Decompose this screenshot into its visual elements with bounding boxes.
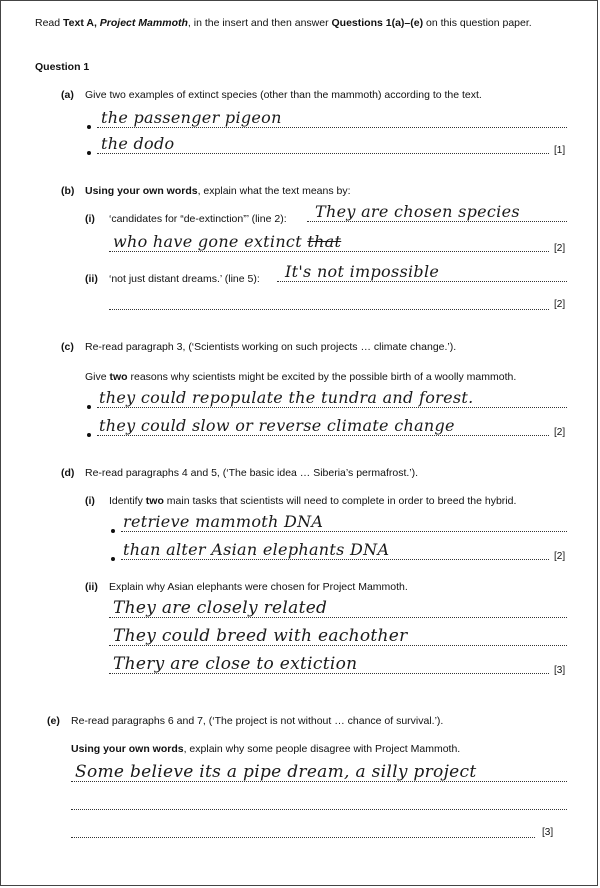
- q-c-prompt-2b: reasons why scientists might be excited by the possible birth of a woolly mammoth.: [127, 371, 517, 383]
- q-e-prompt: Re-read paragraphs 6 and 7, (‘The project is not without … chance of survival.’).: [71, 715, 444, 727]
- answer-line: [121, 559, 549, 560]
- q-d-i-marks: [2]: [554, 551, 566, 562]
- q-d-ii-answer-3[interactable]: Thery are close to extiction: [113, 654, 358, 674]
- q-c-prompt-2: [85, 371, 575, 384]
- q-e-answer[interactable]: Some believe its a pipe dream, a silly project: [75, 762, 477, 782]
- q-d-i-label: (i): [85, 495, 95, 507]
- q-b-i-prompt: ‘candidates for “de-extinction”’ (line 2):: [109, 213, 287, 225]
- q-d-prompt: Re-read paragraphs 4 and 5, (‘The basic idea … Siberia’s permafrost.’).: [85, 467, 419, 479]
- answer-line: [71, 809, 567, 810]
- q-d-label: (d): [61, 467, 75, 479]
- answer-line: [109, 673, 549, 674]
- q-e-prompt-2-bold: Using your own words: [71, 743, 184, 755]
- q-a-prompt: Give two examples of extinct species (other than the mammoth) according to the text.: [85, 89, 482, 101]
- intro-title: Project Mammoth: [99, 17, 188, 29]
- question-heading: Question 1: [35, 61, 90, 73]
- q-c-prompt-2a: Give: [85, 371, 110, 383]
- q-b-ii-prompt: ‘not just distant dreams.’ (line 5):: [109, 273, 260, 285]
- intro-text-2: , in the insert and then answer: [187, 17, 332, 29]
- intro-questions-ref: Questions 1(a)–(e): [331, 17, 424, 29]
- q-e-label: (e): [47, 715, 60, 727]
- answer-line: [109, 309, 549, 310]
- q-c-answer-1[interactable]: they could repopulate the tundra and forest.: [99, 388, 474, 407]
- q-d-ii-marks: [3]: [554, 665, 566, 676]
- q-d-ii-label: (ii): [85, 581, 98, 593]
- q-b-label: (b): [61, 185, 75, 197]
- answer-line: [97, 127, 567, 128]
- q-e-prompt-2-rest: , explain why some people disagree with Project Mammoth.: [183, 743, 461, 755]
- bullet: [87, 433, 91, 437]
- q-e-marks: [3]: [542, 827, 554, 838]
- q-c-label: (c): [61, 341, 74, 353]
- q-d-i-prompt-b: main tasks that scientists will need to complete in order to breed the hybrid.: [163, 495, 517, 507]
- answer-line: [97, 435, 549, 436]
- q-b-prompt: [85, 185, 351, 198]
- q-c-answer-2[interactable]: they could slow or reverse climate change: [99, 416, 455, 435]
- answer-line: [109, 617, 567, 618]
- intro-text: Read: [35, 17, 64, 29]
- q-a-answer-1[interactable]: the passenger pigeon: [101, 108, 282, 127]
- q-b-i-answer-2-text: who have gone extinct: [113, 232, 302, 251]
- q-a-marks: [1]: [554, 145, 566, 156]
- q-b-ii-label: (ii): [85, 273, 98, 285]
- bullet: [111, 557, 115, 561]
- answer-line: [71, 837, 535, 838]
- answer-line: [97, 153, 549, 154]
- q-d-ii-answer-2[interactable]: They could breed with eachother: [113, 626, 408, 646]
- q-d-i-prompt: [109, 495, 579, 508]
- q-c-prompt-2-bold: two: [109, 371, 128, 383]
- answer-line: [307, 221, 567, 222]
- q-d-ii-prompt: Explain why Asian elephants were chosen for Project Mammoth.: [109, 581, 408, 593]
- q-a-label: (a): [61, 89, 74, 101]
- q-b-ii-marks: [2]: [554, 299, 566, 310]
- q-b-prompt-rest: , explain what the text means by:: [197, 185, 351, 197]
- answer-line: [121, 531, 567, 532]
- q-d-ii-answer-1[interactable]: They are closely related: [113, 598, 328, 618]
- intro-text-3: on this question paper.: [423, 17, 532, 29]
- answer-line: [109, 251, 549, 252]
- q-b-i-answer-2[interactable]: [113, 233, 341, 251]
- bullet: [87, 125, 91, 129]
- q-b-i-answer-1[interactable]: They are chosen species: [315, 202, 520, 221]
- q-b-i-marks: [2]: [554, 243, 566, 254]
- q-d-i-answer-2[interactable]: than alter Asian elephants DNA: [123, 540, 390, 559]
- bullet: [111, 529, 115, 533]
- answer-line: [277, 281, 567, 282]
- intro-text-a: Text A,: [63, 17, 97, 29]
- q-b-i-label: (i): [85, 213, 95, 225]
- q-d-i-answer-1[interactable]: retrieve mammoth DNA: [123, 512, 324, 531]
- instructions: [35, 17, 565, 30]
- q-c-prompt-1: Re-read paragraph 3, (‘Scientists working on such projects … climate change.’).: [85, 341, 457, 353]
- q-d-i-prompt-a: Identify: [109, 495, 146, 507]
- answer-line: [109, 645, 567, 646]
- q-e-prompt-2: [71, 743, 571, 756]
- q-a-answer-2[interactable]: the dodo: [101, 134, 175, 153]
- q-c-marks: [2]: [554, 427, 566, 438]
- q-d-i-prompt-bold: two: [145, 495, 164, 507]
- answer-line: [97, 407, 567, 408]
- q-b-i-struck: that: [307, 232, 342, 251]
- q-b-prompt-bold: Using your own words: [85, 185, 198, 197]
- answer-line: [71, 781, 567, 782]
- q-b-ii-answer[interactable]: It's not impossible: [285, 262, 440, 281]
- bullet: [87, 151, 91, 155]
- bullet: [87, 405, 91, 409]
